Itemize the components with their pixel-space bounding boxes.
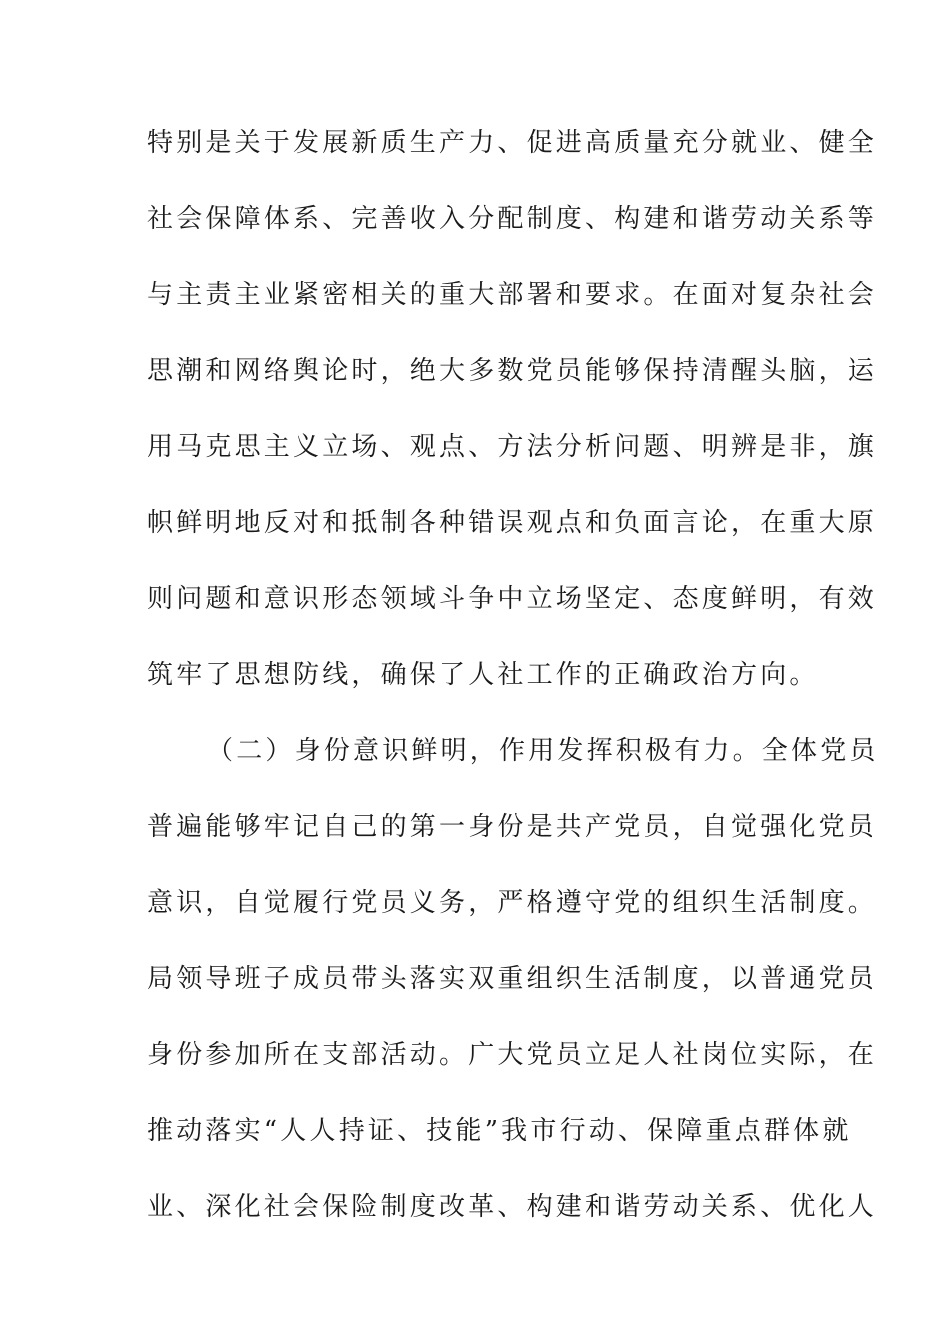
paragraph-line: 特别是关于发展新质生产力、促进高质量充分就业、健全: [147, 128, 878, 158]
section-heading-line: （二）身份意识鲜明，作用发挥积极有力。全体党员: [207, 736, 879, 766]
paragraph-line: 业、深化社会保险制度改革、构建和谐劳动关系、优化人: [147, 1192, 878, 1222]
paragraph-line: 用马克思主义立场、观点、方法分析问题、明辨是非，旗: [147, 432, 878, 462]
paragraph-line: 则问题和意识形态领域斗争中立场坚定、态度鲜明，有效: [147, 584, 878, 614]
paragraph-line: 帜鲜明地反对和抵制各种错误观点和负面言论，在重大原: [147, 508, 878, 538]
paragraph-line: 意识，自觉履行党员义务，严格遵守党的组织生活制度。: [147, 888, 878, 918]
paragraph-line: 局领导班子成员带头落实双重组织生活制度，以普通党员: [147, 964, 878, 994]
paragraph-line: 身份参加所在支部活动。广大党员立足人社岗位实际，在: [147, 1040, 878, 1070]
paragraph-line: 社会保障体系、完善收入分配制度、构建和谐劳动关系等: [147, 204, 878, 234]
paragraph-line: 推动落实“人人持证、技能”我市行动、保障重点群体就: [147, 1116, 852, 1146]
paragraph-line: 普遍能够牢记自己的第一身份是共产党员，自觉强化党员: [147, 812, 878, 842]
paragraph-line: 筑牢了思想防线，确保了人社工作的正确政治方向。: [147, 660, 819, 690]
paragraph-line: 思潮和网络舆论时，绝大多数党员能够保持清醒头脑，运: [147, 356, 878, 386]
paragraph-line: 与主责主业紧密相关的重大部署和要求。在面对复杂社会: [147, 280, 878, 310]
